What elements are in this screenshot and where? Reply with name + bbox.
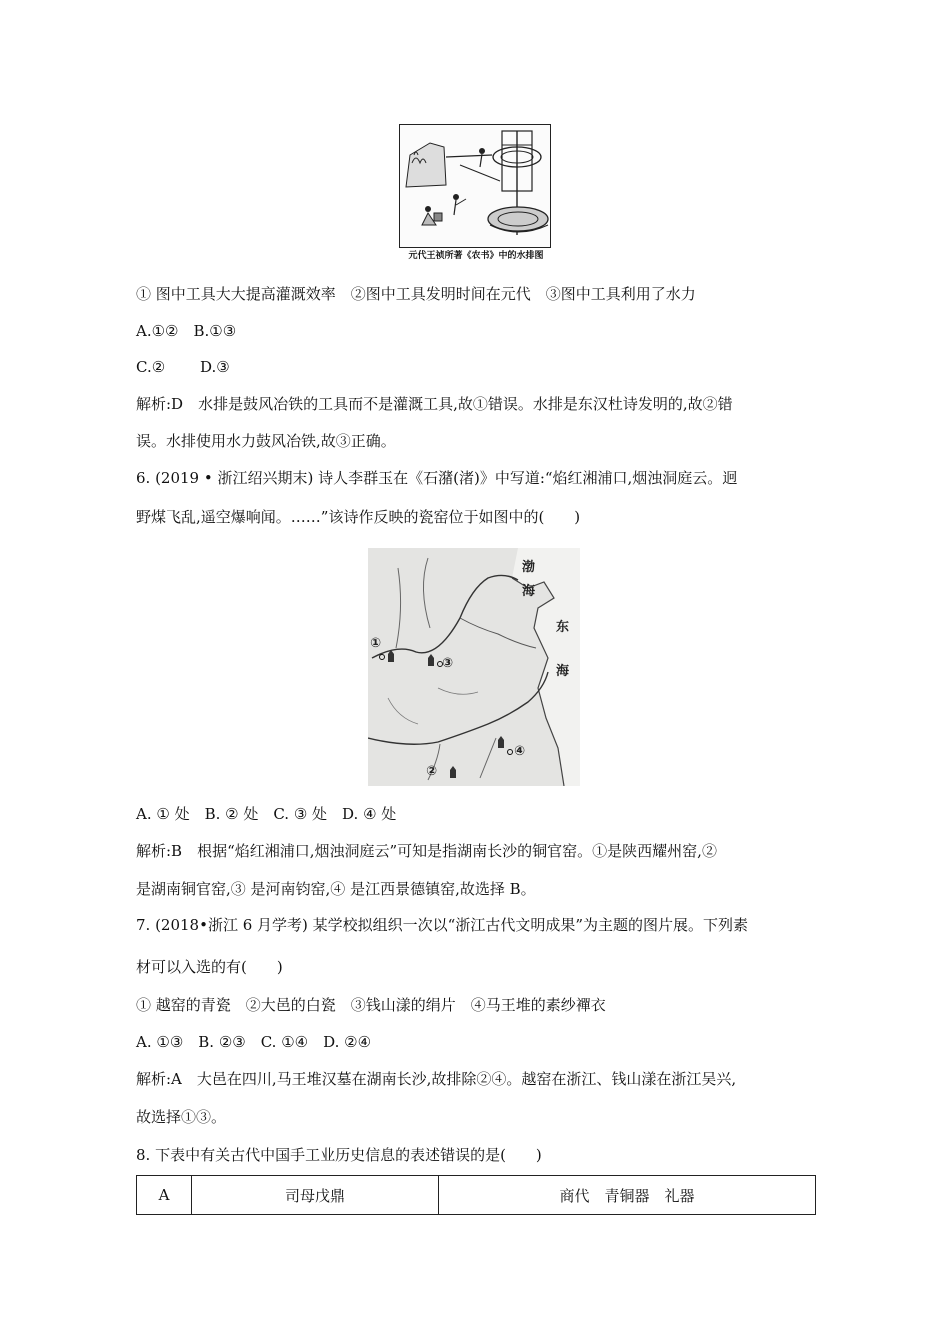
q7-analysis-line2: 故选择①③。 (136, 1108, 227, 1126)
q6-analysis-line1: 解析:B 根据“焰红湘浦口,烟浊洞庭云”可知是指湖南长沙的铜官窑。①是陕西耀州窑,② (136, 842, 717, 860)
q6-analysis-line2: 是湖南铜官窑,③ 是河南钧窑,④ 是江西景德镇窑,故选择 B。 (136, 880, 536, 898)
map-marker-3: ③ (442, 656, 454, 671)
q6-options: A. ① 处 B. ② 处 C. ③ 处 D. ④ 处 (136, 805, 397, 823)
table-cell-item: 司母戊鼎 (192, 1176, 439, 1215)
map-label-bohai-1: 渤 (522, 560, 536, 575)
table-row (137, 1176, 816, 1215)
figure-caption: 元代王祯所著《农书》中的水排图 (408, 251, 544, 261)
q6-stem-line2: 野煤飞乱,遥空爆响闻。……”该诗作反映的瓷窑位于如图中的( ) (136, 508, 581, 526)
map-drawing (368, 548, 580, 786)
map-marker-1: ① (370, 636, 382, 651)
q7-stem-line1: 7. (2018•浙江 6 月学考) 某学校拟组织一次以“浙江古代文明成果”为主题的图片展。下列素 (136, 916, 748, 934)
water-bellows-illustration (399, 124, 551, 248)
q8-table (136, 1175, 816, 1215)
q7-options: A. ①③ B. ②③ C. ①④ D. ②④ (136, 1033, 372, 1051)
q5-options-row1 (136, 320, 236, 342)
q5-option-c: C.② (136, 358, 166, 376)
q8-stem: 8. 下表中有关古代中国手工业历史信息的表述错误的是( ) (136, 1146, 542, 1164)
q5-option-a: A.①② (136, 322, 179, 340)
q7-stem-line2: 材可以入选的有( ) (136, 958, 283, 976)
q5-analysis-line2: 误。水排使用水力鼓风冶铁,故③正确。 (136, 432, 396, 450)
q6-stem-line1: 6. (2019 • 浙江绍兴期末) 诗人李群玉在《石潴(渚)》中写道:“焰红湘浦口,烟浊洞庭云。迥 (136, 469, 738, 487)
q5-option-d: D.③ (200, 358, 230, 376)
q7-statements: ① 越窑的青瓷 ②大邑的白瓷 ③钱山漾的绢片 ④马王堆的素纱襌衣 (136, 996, 606, 1014)
q5-analysis-line1: 解析:D 水排是鼓风冶铁的工具而不是灌溉工具,故①错误。水排是东汉杜诗发明的,故②错 (136, 395, 733, 413)
q7-analysis-line1: 解析:A 大邑在四川,马王堆汉墓在湖南长沙,故排除②④。越窑在浙江、钱山漾在浙江吴兴, (136, 1070, 737, 1088)
table-cell-label: A (137, 1176, 192, 1215)
kiln-location-map (368, 548, 580, 786)
q5-options-row2 (136, 356, 230, 378)
map-marker-2: ② (426, 764, 438, 779)
map-marker-4: ④ (514, 744, 526, 759)
water-bellows-drawing (400, 125, 550, 247)
q5-statements: ① 图中工具大大提高灌溉效率 ②图中工具发明时间在元代 ③图中工具利用了水力 (136, 285, 696, 303)
table-cell-info: 商代 青铜器 礼器 (439, 1176, 816, 1215)
map-label-east-sea-1: 东 (556, 620, 570, 635)
q5-option-b: B.①③ (193, 322, 237, 340)
map-label-east-sea-2: 海 (556, 664, 570, 679)
map-label-bohai-2: 海 (522, 584, 536, 599)
